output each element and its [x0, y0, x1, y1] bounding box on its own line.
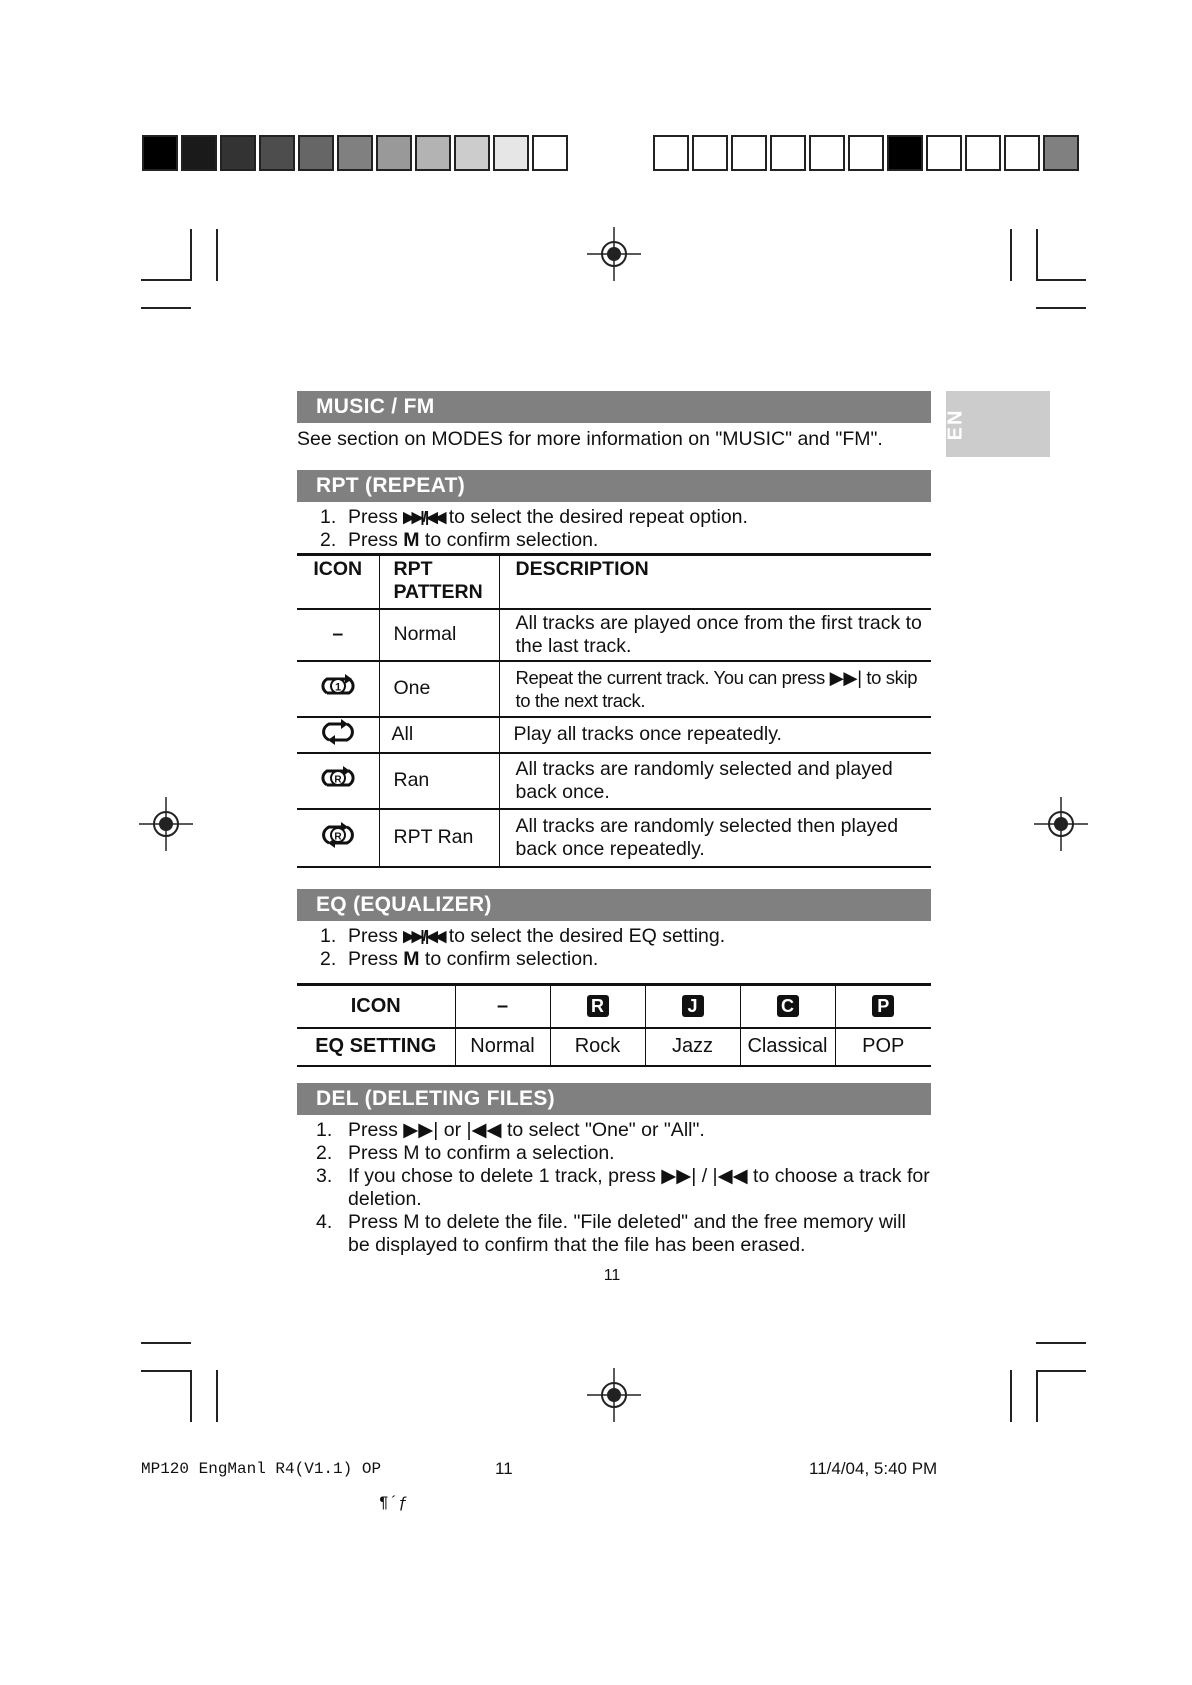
- equalizer-heading: EQ (EQUALIZER): [297, 889, 931, 921]
- repeat-one-icon: [297, 661, 379, 717]
- list-item: 1. Press ▶▶| or |◀◀ to select "One" or "All".: [316, 1119, 705, 1141]
- registration-mark-left: [139, 797, 193, 851]
- equalizer-section: [297, 889, 931, 1067]
- repeat-heading: RPT (REPEAT): [297, 470, 931, 502]
- table-row: All Play all tracks once repeatedly.: [297, 717, 931, 753]
- eq-pop-icon: P: [872, 995, 894, 1017]
- footer-page: 11: [495, 1459, 513, 1478]
- grayscale-calibration-bar: [142, 135, 568, 171]
- next-prev-icon: ▶▶| / |◀◀: [403, 928, 444, 945]
- delete-section: [297, 1083, 931, 1257]
- table-row: EQ SETTING Normal Rock Jazz Classical POP: [297, 1028, 931, 1066]
- repeat-random-icon: [297, 809, 379, 867]
- registration-mark-bottom: [587, 1368, 641, 1422]
- equalizer-table: [297, 983, 931, 1067]
- eq-rock-icon: R: [587, 995, 609, 1017]
- footer-date: 11/4/04, 5:40 PM: [809, 1459, 938, 1478]
- language-tab: EN: [946, 391, 1050, 457]
- music-fm-text: See section on MODES for more information on "MUSIC" and "FM".: [297, 428, 883, 450]
- delete-steps: [297, 1119, 931, 1257]
- random-icon: [297, 753, 379, 809]
- eq-jazz-icon: J: [682, 995, 704, 1017]
- registration-mark-top: [587, 227, 641, 281]
- eq-normal-icon: –: [455, 985, 550, 1028]
- music-fm-section: [297, 391, 931, 451]
- table-row: ICON – R J C P: [297, 985, 931, 1028]
- svg-text:1: 1: [334, 681, 341, 693]
- music-fm-heading: MUSIC / FM: [297, 391, 931, 423]
- table-row: R RPT Ran All tracks are randomly selected then played back once repeatedly.: [297, 809, 931, 867]
- eq-classical-icon: C: [777, 995, 799, 1017]
- footer-file: MP120 EngManl R4(V1.1) OP: [141, 1460, 382, 1478]
- list-item: 4. Press M to delete the file. "File deleted" and the free memory will be displayed to confirm that the file has been erased.: [316, 1211, 906, 1256]
- svg-text:R: R: [334, 831, 342, 842]
- repeat-table: [297, 553, 931, 868]
- repeat-section: [297, 470, 931, 868]
- repeat-all-icon: [297, 717, 379, 753]
- repeat-steps: [297, 506, 931, 552]
- delete-heading: DEL (DELETING FILES): [297, 1083, 931, 1115]
- equalizer-steps: [297, 925, 931, 971]
- list-item: 1. Press ▶▶| / |◀◀ to select the desired repeat option.: [320, 506, 748, 528]
- registration-mark-right: [1034, 797, 1088, 851]
- list-item: 1. Press ▶▶| / |◀◀ to select the desired EQ setting.: [320, 925, 726, 947]
- table-row: – Normal All tracks are played once from the first track to the last track.: [297, 609, 931, 661]
- table-header-row: ICON RPT PATTERN DESCRIPTION: [297, 555, 931, 609]
- list-item: 2. Press M to confirm selection.: [320, 529, 599, 551]
- next-prev-icon: ▶▶| / |◀◀: [403, 509, 444, 526]
- list-item: 3. If you chose to delete 1 track, press ▶▶| / |◀◀ to choose a track for deletion.: [316, 1165, 930, 1210]
- table-row: 1 One Repeat the current track. You can press ▶▶| to skip to the next track.: [297, 661, 931, 717]
- list-item: 2. Press M to confirm a selection.: [316, 1142, 615, 1164]
- page-number: 11: [603, 1267, 621, 1284]
- registration-calibration-bar: [653, 135, 1079, 171]
- footer-extra: ¶´ƒ: [379, 1494, 408, 1512]
- normal-icon: –: [332, 623, 344, 645]
- table-row: R Ran All tracks are randomly selected and played back once.: [297, 753, 931, 809]
- svg-text:R: R: [334, 774, 342, 785]
- list-item: 2. Press M to confirm selection.: [320, 948, 599, 970]
